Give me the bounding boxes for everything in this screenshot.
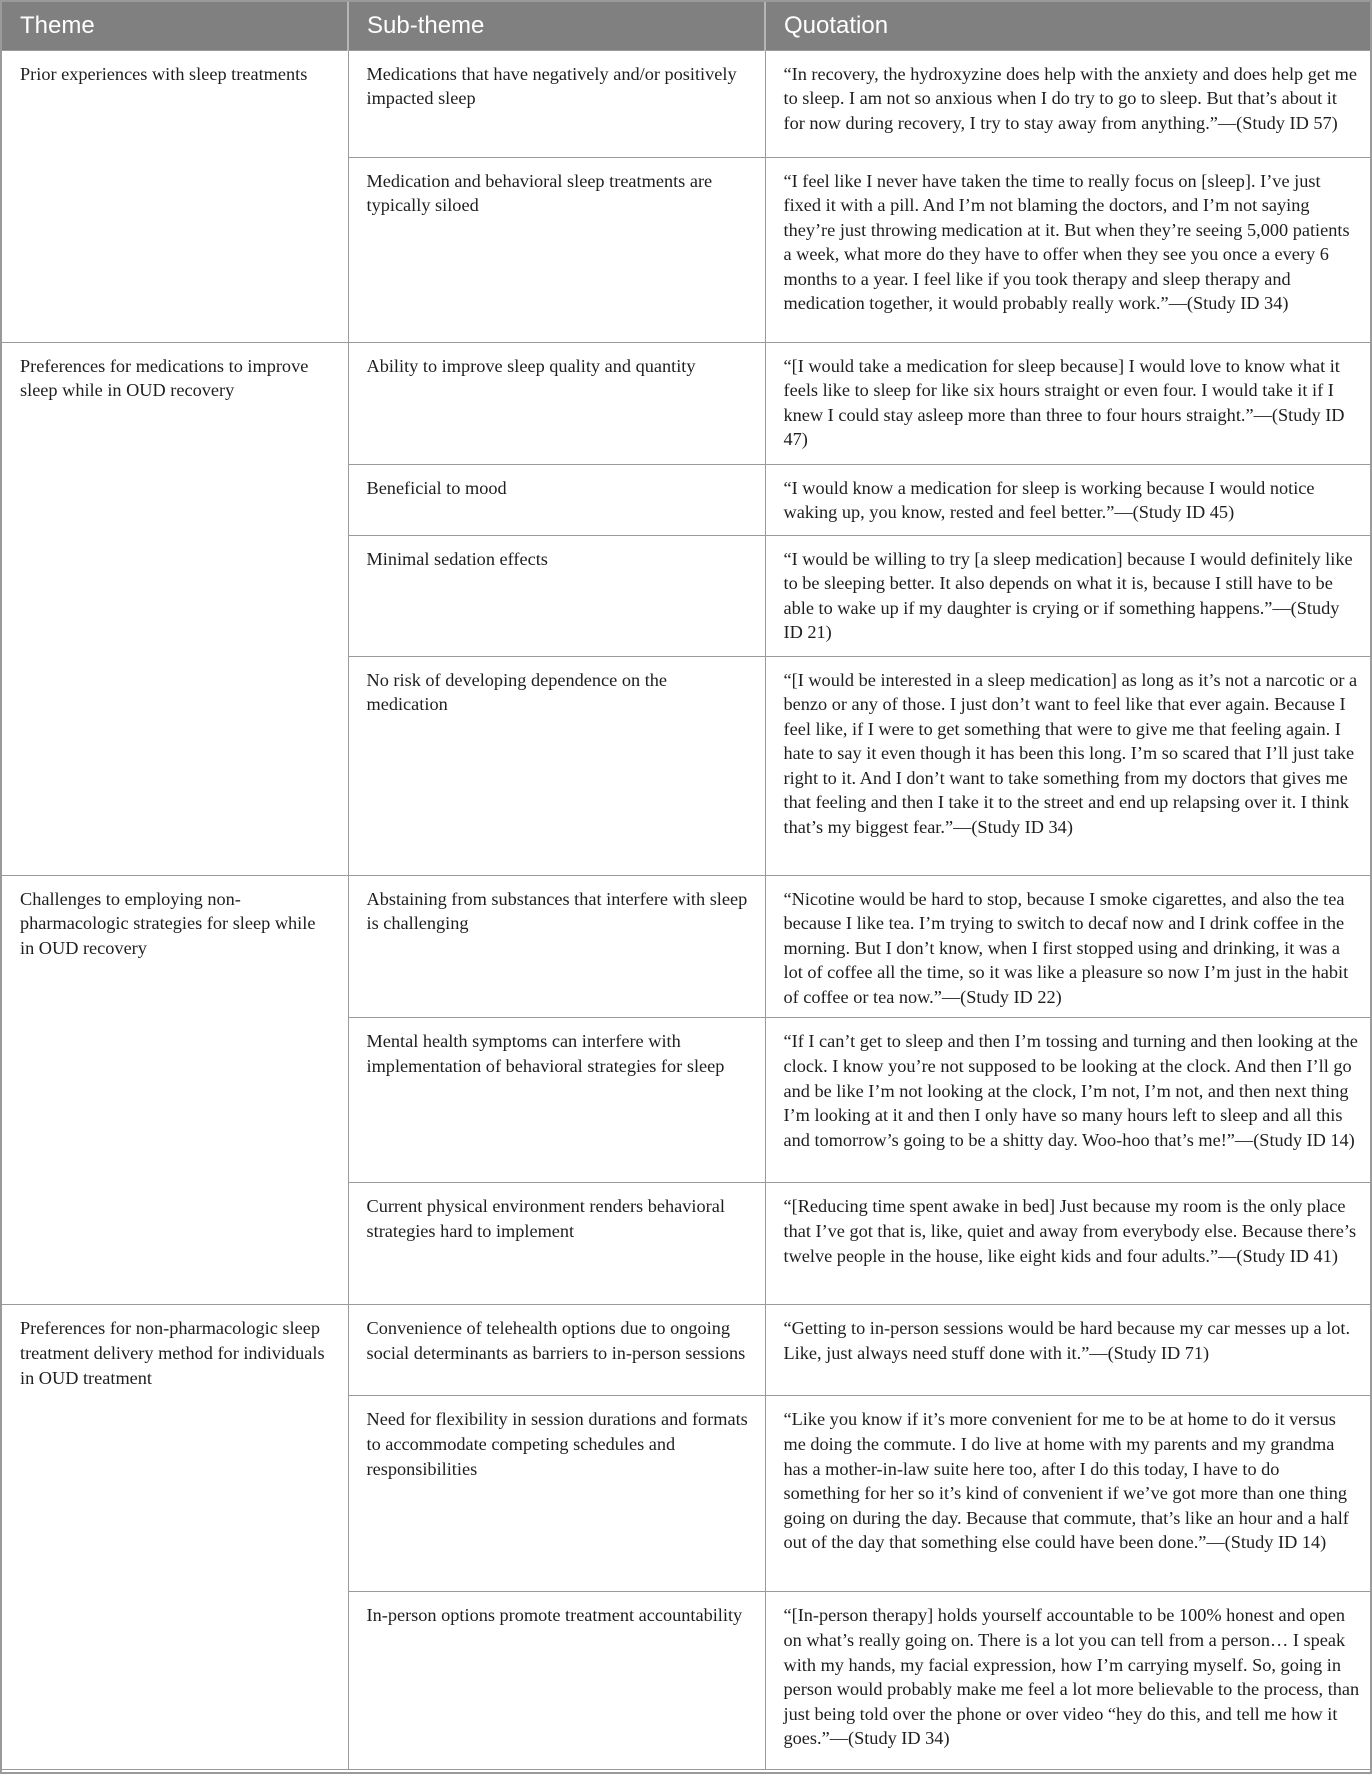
header-quotation: Quotation xyxy=(765,2,1370,50)
subtheme-cell: Medications that have negatively and/or positively impacted sleep xyxy=(348,50,765,157)
subtheme-cell: No risk of developing dependence on the medication xyxy=(348,656,765,875)
quotation-cell: “I feel like I never have taken the time to really focus on [sleep]. I’ve just fixed it with a pill. And I’m not blaming the doctors, and I’m not saying they’re just throwing medication at it. But when they’re seeing 5,000 patients a week, what more do they have to offer when they see you once a every 6 months to a year. I feel like if you took therapy and sleep therapy and medication together, it would probably really work.”—(Study ID 34) xyxy=(765,157,1370,342)
table-row xyxy=(2,342,1370,464)
header-row xyxy=(2,2,1370,50)
subtheme-cell: Abstaining from substances that interfere with sleep is challenging xyxy=(348,875,765,1018)
quotation-cell: “Getting to in-person sessions would be hard because my car messes up a lot. Like, just always need stuff done with it.”—(Study ID 71) xyxy=(765,1305,1370,1396)
table-body xyxy=(2,50,1370,1770)
quotation-cell: “Nicotine would be hard to stop, because I smoke cigarettes, and also the tea because I like tea. I’m trying to switch to decaf now and I drink coffee in the morning. But I don’t know, when I first stopped using and drinking, it was a lot of coffee all the time, so it was like a pleasure so now I’m just in the habit of coffee or tea now.”—(Study ID 22) xyxy=(765,875,1370,1018)
quotation-cell: “[I would take a medication for sleep because] I would love to know what it feels like to sleep for like six hours straight or even four. I would take it if I knew I could stay asleep more than three to four hours straight.”—(Study ID 47) xyxy=(765,342,1370,464)
table-row xyxy=(2,875,1370,1018)
quotation-cell: “I would be willing to try [a sleep medication] because I would definitely like to be sleeping better. It also depends on what it is, because I still have to be able to wake up if my daughter is crying or if something happens.”—(Study ID 21) xyxy=(765,535,1370,656)
quotation-cell: “[I would be interested in a sleep medication] as long as it’s not a narcotic or a benzo or any of those. I just don’t want to feel like that ever again. Because I feel like, if I were to get something that were to give me that feeling again. I hate to say it even though it has been this long. I’m so scared that I’ll just take right to it. And I don’t want to take something from my doctors that gives me that feeling and then I take it to the street and end up relapsing over it. I think that’s my biggest fear.”—(Study ID 34) xyxy=(765,656,1370,875)
subtheme-cell: Convenience of telehealth options due to ongoing social determinants as barriers to in-person sessions xyxy=(348,1305,765,1396)
quotation-cell: “[In-person therapy] holds yourself accountable to be 100% honest and open on what’s really going on. There is a lot you can tell from a person… I speak with my hands, my facial expression, how I’m carrying myself. So, going in person would probably make me feel a lot more believable to the process, than just being told over the phone or over video “hey do this, and tell me how it goes.”—(Study ID 34) xyxy=(765,1592,1370,1770)
subtheme-cell: Mental health symptoms can interfere with implementation of behavioral strategies for sleep xyxy=(348,1018,765,1183)
header-theme: Theme xyxy=(2,2,348,50)
subtheme-cell: Need for flexibility in session durations and formats to accommodate competing schedules and responsibilities xyxy=(348,1396,765,1592)
table-header xyxy=(2,2,1370,50)
subtheme-cell: Medication and behavioral sleep treatments are typically siloed xyxy=(348,157,765,342)
quotation-cell: “[Reducing time spent awake in bed] Just because my room is the only place that I’ve got that is, like, quiet and away from everybody else. Because there’s twelve people in the house, like eight kids and four adults.”—(Study ID 41) xyxy=(765,1183,1370,1305)
theme-cell: Preferences for medications to improve sleep while in OUD recovery xyxy=(2,342,348,875)
quotation-cell: “In recovery, the hydroxyzine does help with the anxiety and does help get me to sleep. I am not so anxious when I do try to go to sleep. But that’s about it for now during recovery, I try to stay away from anything.”—(Study ID 57) xyxy=(765,50,1370,157)
theme-cell: Preferences for non-pharmacologic sleep treatment delivery method for individuals in OUD treatment xyxy=(2,1305,348,1770)
quotation-cell: “Like you know if it’s more convenient for me to be at home to do it versus me doing the commute. I do live at home with my parents and my grandma has a mother-in-law suite here too, after I do this today, I have to do something for her so it’s kind of convenient if we’ve got more than one thing going on during the day. Because that commute, that’s like an hour and a half out of the day that something else could have been done.”—(Study ID 14) xyxy=(765,1396,1370,1592)
table-row xyxy=(2,1305,1370,1396)
table-row xyxy=(2,50,1370,157)
theme-cell: Challenges to employing non-pharmacologic strategies for sleep while in OUD recovery xyxy=(2,875,348,1305)
subtheme-cell: In-person options promote treatment accountability xyxy=(348,1592,765,1770)
subtheme-cell: Current physical environment renders behavioral strategies hard to implement xyxy=(348,1183,765,1305)
quotation-cell: “I would know a medication for sleep is working because I would notice waking up, you know, rested and feel better.”—(Study ID 45) xyxy=(765,464,1370,535)
subtheme-cell: Minimal sedation effects xyxy=(348,535,765,656)
subtheme-cell: Beneficial to mood xyxy=(348,464,765,535)
theme-cell: Prior experiences with sleep treatments xyxy=(2,50,348,342)
quotation-cell: “If I can’t get to sleep and then I’m tossing and turning and then looking at the clock. I know you’re not supposed to be looking at the clock. And then I’ll go and be like I’m not looking at the clock, I’m not, I’m not, and then next thing I’m looking at it and then I only have so many hours left to sleep and all this and tomorrow’s going to be a shitty day. Woo-hoo that’s me!”—(Study ID 14) xyxy=(765,1018,1370,1183)
subtheme-cell: Ability to improve sleep quality and quantity xyxy=(348,342,765,464)
table xyxy=(2,2,1370,1770)
header-subtheme: Sub-theme xyxy=(348,2,765,50)
